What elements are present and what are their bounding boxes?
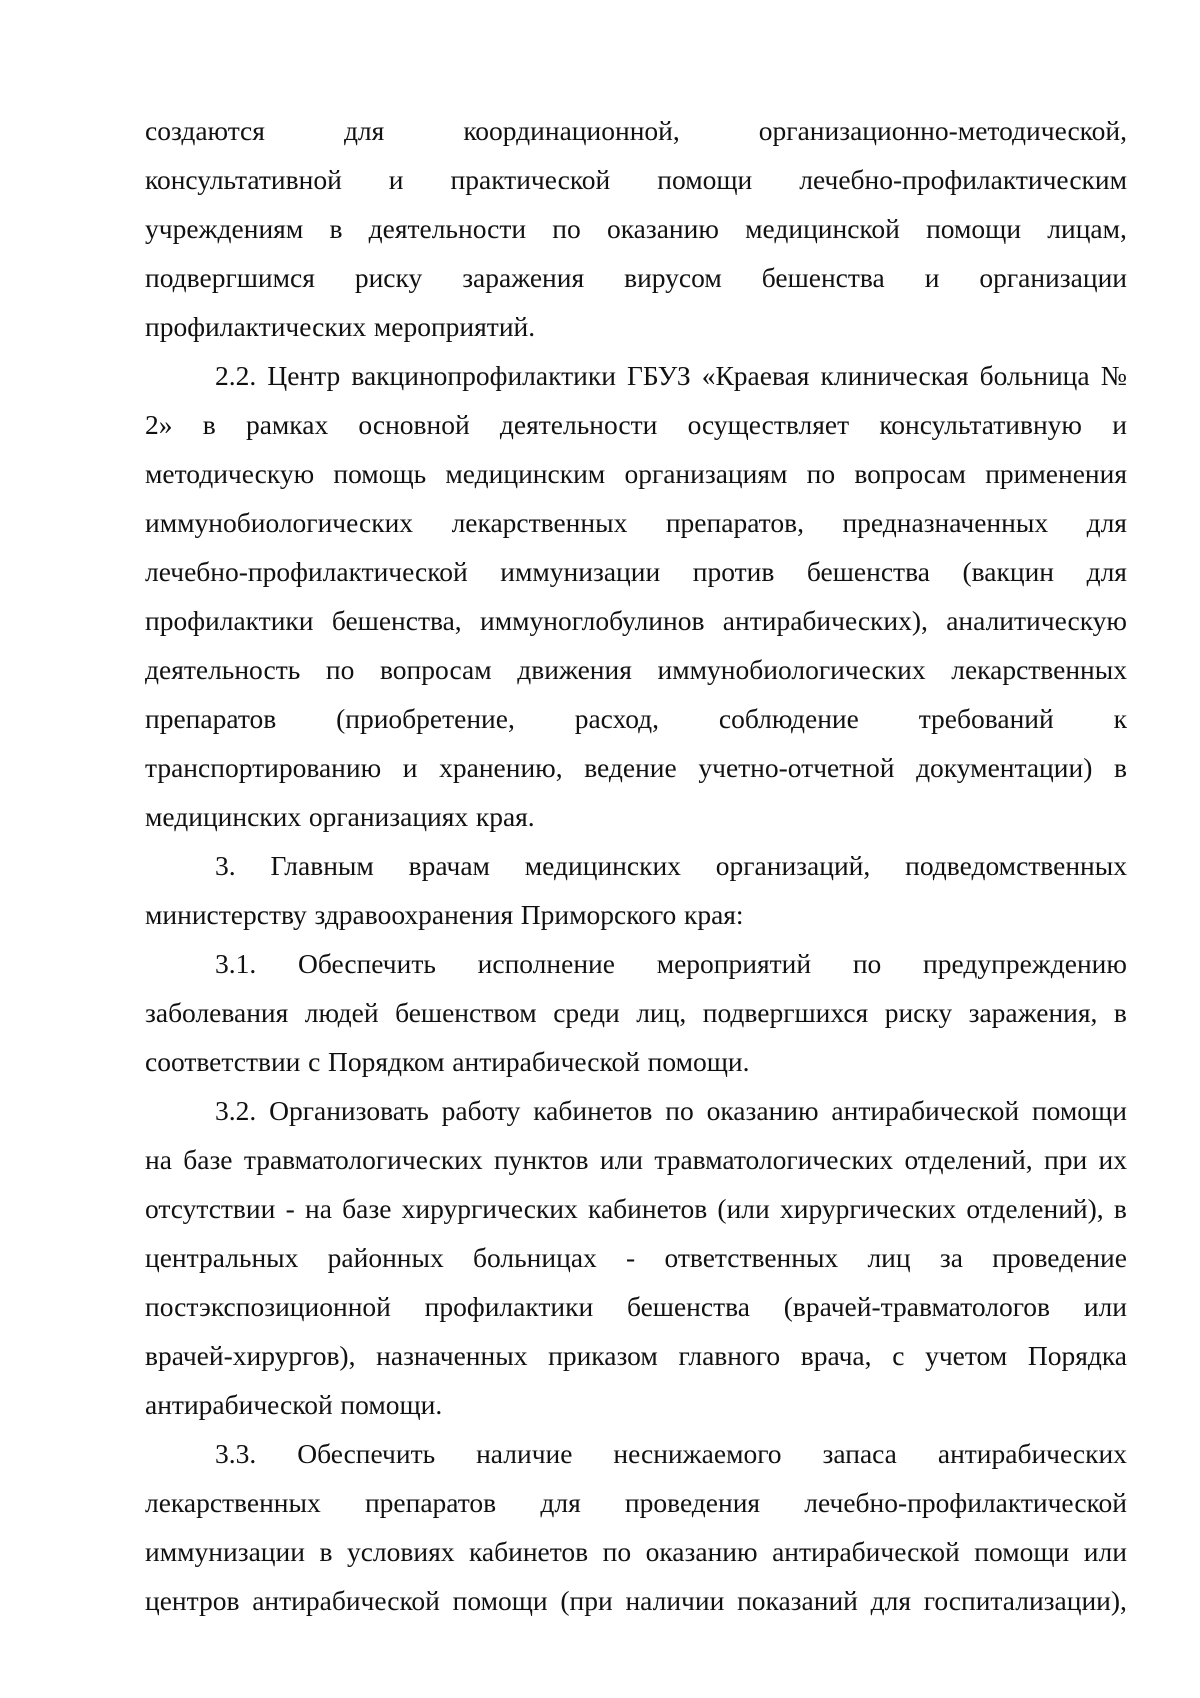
text-line: 2.2. Центр вакцинопрофилактики ГБУЗ «Краевая клиническая больница № [215, 360, 1127, 391]
text-line: консультативной и практической помощи лечебно-профилактическим [145, 164, 1127, 195]
text-line: иммунизации в условиях кабинетов по оказанию антирабической помощи или [145, 1536, 1127, 1567]
text-line: постэкспозиционной профилактики бешенства (врачей-травматологов или [145, 1291, 1127, 1322]
text-line: учреждениям в деятельности по оказанию медицинской помощи лицам, [145, 213, 1127, 244]
text-line: отсутствии - на базе хирургических кабинетов (или хирургических отделений), в [145, 1193, 1127, 1224]
paragraph [145, 351, 1127, 841]
text-line: методическую помощь медицинским организациям по вопросам применения [145, 458, 1127, 489]
paragraph [145, 1086, 1127, 1429]
text-line: препаратов (приобретение, расход, соблюдение требований к [145, 703, 1127, 734]
text-line: создаются для координационной, организационно-методической, [145, 115, 1127, 146]
text-line: антирабической помощи. [145, 1389, 443, 1420]
text-line: врачей-хирургов), назначенных приказом главного врача, с учетом Порядка [145, 1340, 1127, 1371]
paragraph [145, 939, 1127, 1086]
paragraph [145, 1429, 1127, 1625]
text-line: соответствии с Порядком антирабической помощи. [145, 1046, 750, 1077]
text-line: на базе травматологических пунктов или травматологических отделений, при их [145, 1144, 1127, 1175]
text-line: 3.1. Обеспечить исполнение мероприятий по предупреждению [215, 948, 1127, 979]
text-line: подвергшимся риску заражения вирусом бешенства и организации [145, 262, 1127, 293]
text-line: 3.3. Обеспечить наличие неснижаемого запаса антирабических [215, 1438, 1127, 1469]
text-line: 3.2. Организовать работу кабинетов по оказанию антирабической помощи [215, 1095, 1127, 1126]
text-line: лекарственных препаратов для проведения лечебно-профилактической [145, 1487, 1127, 1518]
text-line: центров антирабической помощи (при наличии показаний для госпитализации), [145, 1585, 1127, 1616]
paragraph [145, 106, 1127, 351]
text-line: заболевания людей бешенством среди лиц, подвергшихся риску заражения, в [145, 997, 1127, 1028]
text-line: 2» в рамках основной деятельности осуществляет консультативную и [145, 409, 1127, 440]
text-line: центральных районных больницах - ответственных лиц за проведение [145, 1242, 1127, 1273]
text-line: 3. Главным врачам медицинских организаций, подведомственных [215, 850, 1127, 881]
text-line: министерству здравоохранения Приморского края: [145, 899, 744, 930]
text-line: профилактических мероприятий. [145, 311, 536, 342]
text-line: профилактики бешенства, иммуноглобулинов антирабических), аналитическую [145, 605, 1127, 636]
text-line: лечебно-профилактической иммунизации против бешенства (вакцин для [145, 556, 1127, 587]
document-body [145, 106, 1127, 1625]
text-line: медицинских организациях края. [145, 801, 535, 832]
paragraph [145, 841, 1127, 939]
text-line: иммунобиологических лекарственных препаратов, предназначенных для [145, 507, 1127, 538]
text-line: деятельность по вопросам движения иммунобиологических лекарственных [145, 654, 1127, 685]
text-line: транспортированию и хранению, ведение учетно-отчетной документации) в [145, 752, 1127, 783]
